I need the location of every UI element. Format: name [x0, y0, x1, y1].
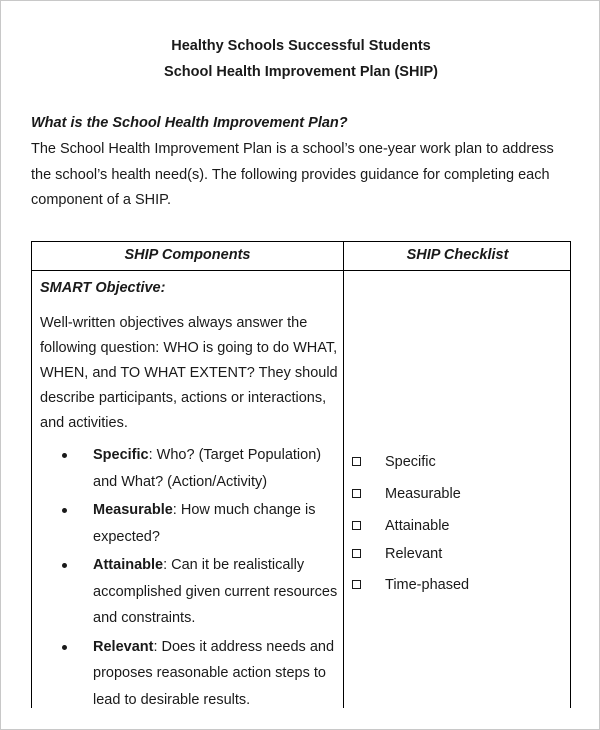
checklist-item-specific[interactable]: [351, 454, 469, 470]
column-divider: [343, 242, 344, 708]
bullet-icon: [62, 453, 67, 458]
smart-criteria-list: [40, 442, 340, 715]
checklist-label: Attainable: [385, 518, 450, 534]
header-divider: [32, 270, 570, 271]
smart-objective-description: Well-written objectives always answer the following question: WHO is going to do WHAT, WHEN, and TO WHAT EXTENT? They should describe participants, actions or interactions, and activities.: [40, 315, 338, 431]
document-subtitle: School Health Improvement Plan (SHIP): [164, 64, 438, 80]
ship-checklist: [351, 454, 469, 593]
checklist-label: Specific: [385, 454, 436, 470]
criteria-term: Measurable: [93, 502, 173, 518]
bullet-icon: [62, 563, 67, 568]
checklist-item-measurable[interactable]: [351, 486, 469, 502]
checkbox-icon[interactable]: [352, 580, 361, 589]
section-question-heading: What is the School Health Improvement Plan?: [31, 115, 348, 131]
document-title: Healthy Schools Successful Students: [171, 38, 431, 54]
checklist-item-relevant[interactable]: [351, 546, 469, 562]
checklist-label: Relevant: [385, 546, 443, 562]
criteria-term: Relevant: [93, 638, 154, 655]
checkbox-icon[interactable]: [352, 549, 361, 558]
header-ship-components: SHIP Components: [124, 247, 251, 263]
checklist-label: Measurable: [385, 486, 461, 502]
list-item: [40, 552, 340, 632]
checkbox-icon[interactable]: [352, 489, 361, 498]
criteria-text: : Can it be realistically accomplished given current resources and constraints.: [93, 557, 338, 626]
criteria-text: : How much change is expected?: [93, 502, 316, 545]
checklist-label: Time-phased: [385, 577, 470, 593]
checkbox-icon[interactable]: [352, 521, 361, 530]
checkbox-icon[interactable]: [352, 457, 361, 466]
list-item: [40, 634, 340, 714]
criteria-term: Specific: [93, 447, 149, 463]
list-item: [40, 442, 340, 495]
ship-table: [31, 241, 571, 708]
criteria-text: : Who? (Target Population) and What? (Action/Activity): [93, 447, 322, 490]
checklist-item-time-phased[interactable]: [351, 577, 469, 593]
bullet-icon: [62, 645, 67, 650]
checklist-item-attainable[interactable]: [351, 518, 469, 534]
bullet-icon: [62, 508, 67, 513]
criteria-term: Attainable: [93, 557, 164, 573]
criteria-text: : Does it address needs and proposes reasonable action steps to lead to desirable results.: [93, 638, 335, 708]
header-ship-checklist: SHIP Checklist: [406, 247, 509, 263]
intro-paragraph: The School Health Improvement Plan is a school’s one-year work plan to address the school’s health need(s). The following provides guidance for completing each component of a SHIP.: [31, 141, 554, 208]
list-item: [40, 497, 340, 550]
smart-objective-heading: SMART Objective:: [40, 280, 166, 296]
